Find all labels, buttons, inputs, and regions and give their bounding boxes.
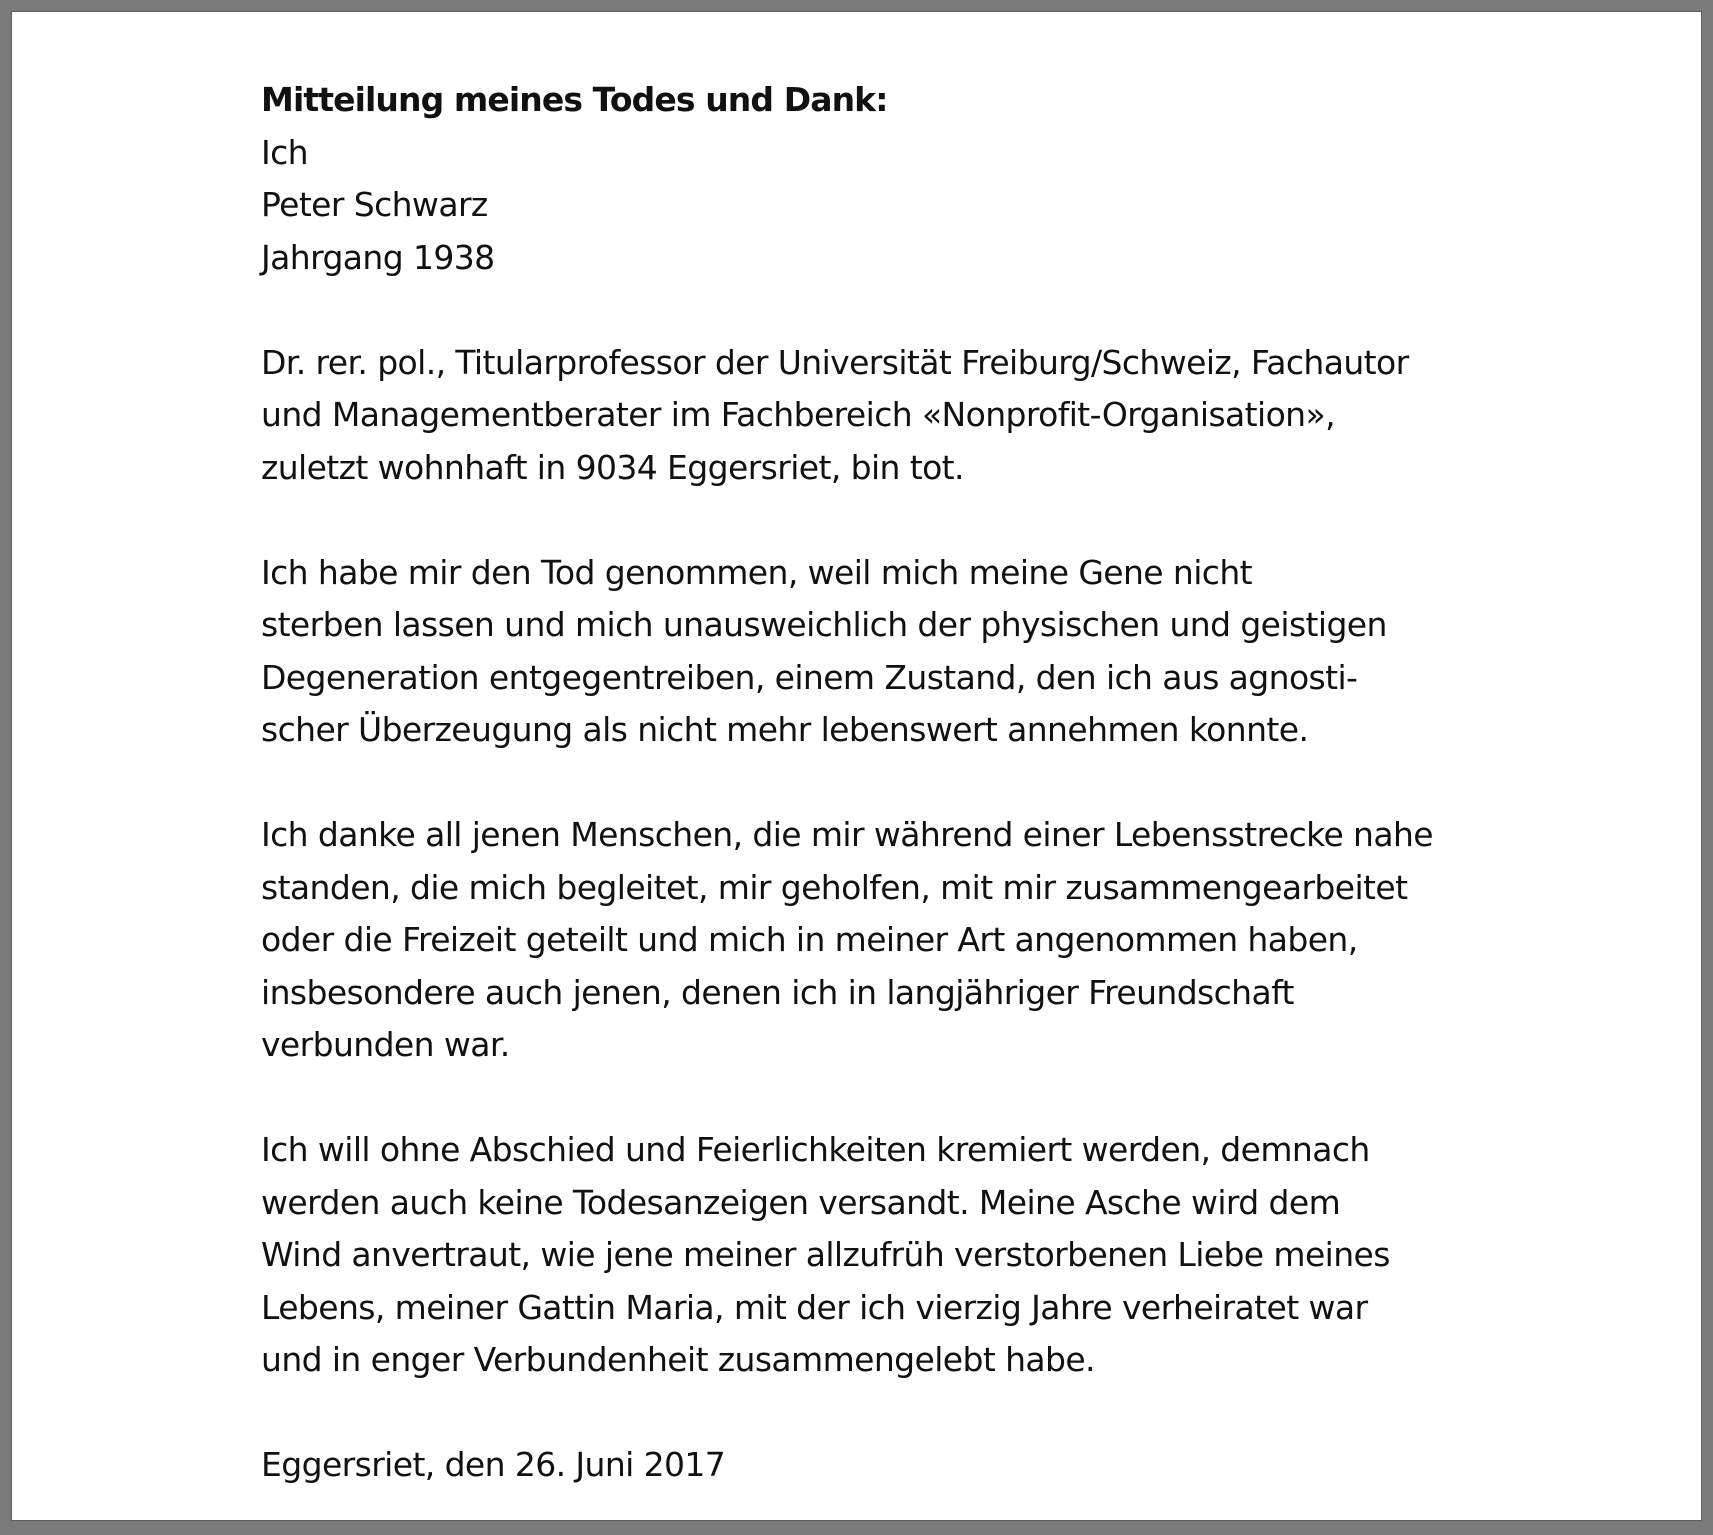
paragraph-gap <box>261 494 1511 547</box>
text-line: scher Überzeugung als nicht mehr lebenswert annehmen konnte. <box>261 710 1309 749</box>
place-date: Eggersriet, den 26. Juni 2017 <box>261 1445 726 1484</box>
paragraph-credentials <box>261 337 1511 495</box>
text-line: Ich danke all jenen Menschen, die mir während einer Lebensstrecke nahe <box>261 815 1433 854</box>
text-line: standen, die mich begleitet, mir geholfen, mit mir zusammengearbeitet <box>261 867 1408 907</box>
text-line: und in enger Verbundenheit zusammengelebt habe. <box>261 1340 1095 1379</box>
notice-text <box>261 74 1511 1492</box>
text-line: Ich will ohne Abschied und Feierlichkeiten kremiert werden, demnach <box>261 1130 1370 1169</box>
author-name: Peter Schwarz <box>261 185 488 224</box>
paragraph-wishes <box>261 1124 1511 1387</box>
paragraph-gap <box>261 284 1511 337</box>
text-line: insbesondere auch jenen, denen ich in langjähriger Freundschaft <box>261 972 1294 1012</box>
text-line: sterben lassen und mich unausweichlich der physischen und geistigen <box>261 605 1387 644</box>
text-line: Dr. rer. pol., Titularprofessor der Universität Freiburg/Schweiz, Fachautor <box>261 342 1409 382</box>
intro-line: Ich <box>261 132 308 172</box>
text-line: zuletzt wohnhaft in 9034 Eggersriet, bin tot. <box>261 447 964 487</box>
text-line: Degeneration entgegentreiben, einem Zustand, den ich aus agnosti- <box>261 657 1358 697</box>
paragraph-gap <box>261 757 1511 810</box>
birth-year: Jahrgang 1938 <box>261 237 495 277</box>
text-line: Ich habe mir den Tod genommen, weil mich meine Gene nicht <box>261 552 1252 592</box>
text-line: verbunden war. <box>261 1025 510 1064</box>
text-line: Wind anvertraut, wie jene meiner allzufrüh verstorbenen Liebe meines <box>261 1235 1390 1274</box>
text-line: werden auch keine Todesanzeigen versandt. Meine Asche wird dem <box>261 1182 1341 1222</box>
document-page <box>12 12 1701 1520</box>
paragraph-gap <box>261 1072 1511 1125</box>
text-line: oder die Freizeit geteilt und mich in meiner Art angenommen haben, <box>261 920 1358 959</box>
notice-title: Mitteilung meines Todes und Dank: <box>261 80 888 119</box>
paragraph-reason <box>261 547 1511 757</box>
text-line: und Managementberater im Fachbereich «Nonprofit-Organisation», <box>261 395 1335 434</box>
paragraph-gap <box>261 1387 1511 1440</box>
paragraph-thanks <box>261 809 1511 1072</box>
text-line: Lebens, meiner Gattin Maria, mit der ich vierzig Jahre verheiratet war <box>261 1287 1368 1327</box>
